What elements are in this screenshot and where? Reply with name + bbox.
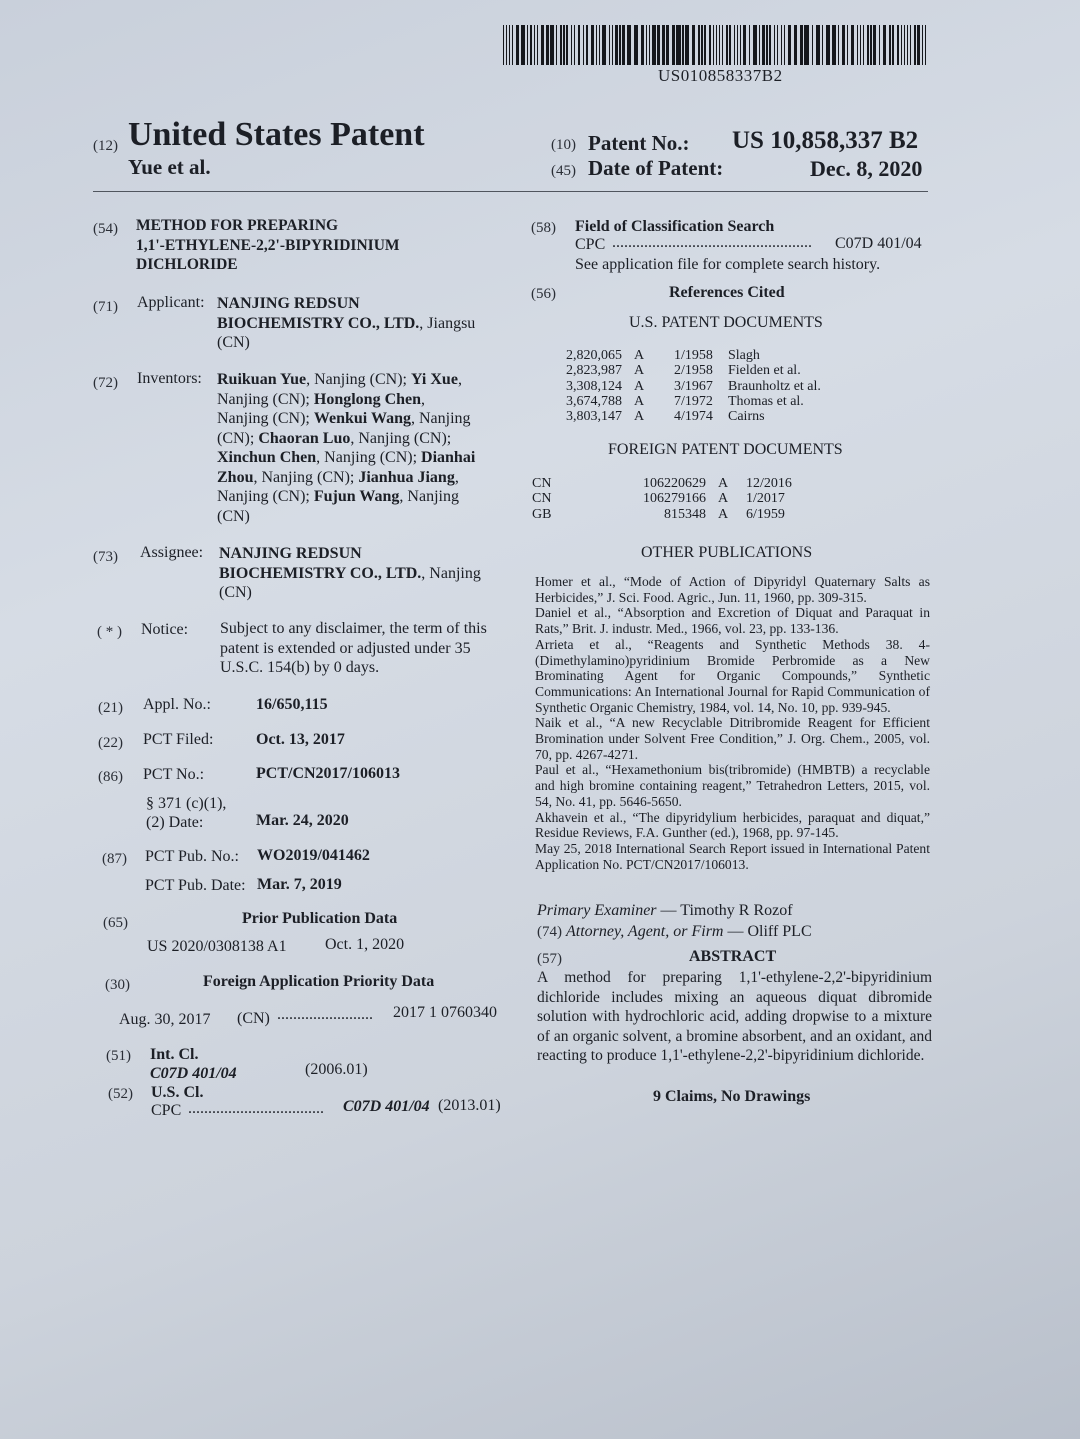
publication-item: Homer et al., “Mode of Action of Dipyridyl Quaternary Salts as Herbicides,” J. Sci. Food. Agric., Jun. 11, 1960, pp. 309-315. xyxy=(535,574,930,605)
inventor-location: , xyxy=(454,468,459,486)
inventor-location: (CN) xyxy=(217,507,250,525)
barcode-bar xyxy=(546,25,549,65)
us-cl-label: U.S. Cl. xyxy=(151,1084,204,1101)
barcode-bar xyxy=(842,25,845,65)
section-371-label: § 371 (c)(1), xyxy=(146,795,227,812)
barcode-bar xyxy=(676,25,680,65)
barcode-bar xyxy=(503,25,504,65)
barcode-bar xyxy=(726,25,727,65)
barcode-bar xyxy=(910,25,911,65)
barcode-bar xyxy=(682,25,683,65)
foreign-patent-cell: A xyxy=(717,491,729,507)
us-patent-cell: A xyxy=(634,348,645,363)
attorney-label: Attorney, Agent, or Firm xyxy=(566,923,724,940)
notice-line: patent is extended or adjusted under 35 xyxy=(220,639,471,657)
code-30: (30) xyxy=(105,977,130,993)
int-cl-label: Int. Cl. xyxy=(150,1046,199,1063)
pct-pub-date-value: Mar. 7, 2019 xyxy=(257,876,342,893)
us-patent-cell: A xyxy=(634,409,645,425)
assignee-name-line: BIOCHEMISTRY CO., LTD. xyxy=(219,564,422,582)
barcode-bar xyxy=(609,25,610,65)
pct-no-label: PCT No.: xyxy=(143,766,205,783)
barcode-bar xyxy=(612,25,613,65)
barcode-bar xyxy=(863,25,864,65)
inventor-location: , Nanjing (CN); xyxy=(253,468,359,486)
us-patent-cell: Slagh xyxy=(728,348,760,363)
barcode-bar xyxy=(530,25,533,65)
barcode-bar xyxy=(777,25,778,65)
inventor-name: Wenkui Wang xyxy=(313,410,411,427)
barcode-bar xyxy=(914,25,915,65)
assignee-name-line: NANJING REDSUN xyxy=(219,545,362,562)
us-patent-documents-heading: U.S. PATENT DOCUMENTS xyxy=(629,314,823,331)
applicant-country: (CN) xyxy=(217,334,250,351)
barcode-bar xyxy=(574,25,575,65)
dash: — xyxy=(723,923,748,940)
barcode-bar xyxy=(615,25,618,65)
publication-item: Arrieta et al., “Reagents and Synthetic Methods 38. 4-(Dimethylamino)pyridinium Bromide Perbromide as a New Brominating Agent for Organic Compounds,” Synthetic Communications: An International Journal for Rapid Communication of Synthetic Organic Chemistry, 1984, vol. 14, No. 10, pp. 939-945. xyxy=(535,636,930,715)
barcode-bar xyxy=(657,25,660,65)
code-51: (51) xyxy=(106,1048,131,1064)
barcode-bar xyxy=(800,25,803,65)
title-line: 1,1'-ETHYLENE-2,2'-BIPYRIDINIUM xyxy=(136,236,400,254)
barcode-bar xyxy=(759,25,760,65)
barcode-bar xyxy=(734,25,735,65)
code-87: (87) xyxy=(102,851,127,867)
barcode-bar xyxy=(509,25,510,65)
foreign-patent-cell: 1/2017 xyxy=(746,491,785,507)
appl-no-value: 16/650,115 xyxy=(256,696,328,713)
barcode-bar xyxy=(649,25,650,65)
barcode-bar xyxy=(901,25,902,65)
code-54: (54) xyxy=(93,221,118,237)
us-patent-row xyxy=(566,409,868,424)
notice-line: U.S.C. 154(b) by 0 days. xyxy=(220,659,380,676)
barcode-bar xyxy=(832,25,836,65)
notice-line: Subject to any disclaimer, the term of this xyxy=(220,620,487,637)
date-of-patent: Dec. 8, 2020 xyxy=(810,156,923,181)
publication-item: Daniel et al., “Absorption and Excretion of Diquat and Paraquat in Rats,” Brit. J. industr. Med., 1966, vol. 23, pp. 133-136. xyxy=(535,605,930,637)
inventor-location: , Nanjing (CN); xyxy=(306,371,411,388)
barcode-bar xyxy=(578,25,579,65)
barcode-bar xyxy=(627,25,631,65)
invention-title xyxy=(136,216,400,275)
barcode-bar xyxy=(897,25,900,65)
barcode-bar xyxy=(704,25,705,65)
us-patent-cell: 1/1958 xyxy=(674,348,713,363)
foreign-patent-documents-heading: FOREIGN PATENT DOCUMENTS xyxy=(608,441,843,458)
barcode-bar xyxy=(907,25,908,65)
barcode-bar xyxy=(762,25,765,65)
barcode-bar xyxy=(740,25,741,65)
assignee-location: , Nanjing xyxy=(421,564,481,582)
us-patent-row xyxy=(566,348,868,363)
barcode-bar xyxy=(602,25,606,65)
barcode-bar xyxy=(917,25,920,65)
us-patent-cell: 3,674,788 xyxy=(566,393,622,409)
barcode-bar xyxy=(879,25,880,65)
barcode-bar xyxy=(566,25,567,65)
inventors-list xyxy=(217,370,475,526)
barcode-bar xyxy=(646,25,647,65)
patent-no-label: Patent No.: xyxy=(588,131,690,155)
int-cl-year: (2006.01) xyxy=(305,1061,368,1078)
barcode-bar xyxy=(851,25,854,65)
us-patent-cell: Fielden et al. xyxy=(728,363,801,379)
barcode-bar xyxy=(534,25,535,65)
inventor-location: (CN); xyxy=(217,429,259,447)
barcode xyxy=(503,25,928,65)
patent-heading: United States Patent xyxy=(128,116,425,153)
us-patent-cell: 3/1967 xyxy=(674,378,713,394)
code-52: (52) xyxy=(108,1086,133,1102)
code-notice: ( * ) xyxy=(97,624,122,640)
us-patent-row xyxy=(566,363,868,378)
prior-publication-heading: Prior Publication Data xyxy=(242,910,398,927)
pct-no-value: PCT/CN2017/106013 xyxy=(256,765,400,782)
us-patent-cell: 3,803,147 xyxy=(566,409,622,425)
applicant-value xyxy=(217,294,475,353)
foreign-patent-row xyxy=(532,507,826,522)
us-patent-cell: A xyxy=(634,378,645,394)
barcode-bar xyxy=(716,25,717,65)
barcode-bar xyxy=(719,25,720,65)
code-56: (56) xyxy=(531,286,556,302)
us-cl-dots: .................................. xyxy=(188,1100,324,1117)
barcode-bar xyxy=(556,25,557,65)
foreign-priority-date: Aug. 30, 2017 xyxy=(119,1011,211,1028)
title-line: DICHLORIDE xyxy=(136,256,238,273)
barcode-bar xyxy=(769,25,770,65)
barcode-bar xyxy=(516,25,519,65)
barcode-bar xyxy=(713,25,714,65)
publication-item: May 25, 2018 International Search Report issued in International Patent Application No. PCT/CN2017/106013. xyxy=(535,840,930,872)
barcode-bar xyxy=(586,25,589,65)
inventor-name: Chaoran Luo xyxy=(258,429,351,447)
foreign-patent-cell: 6/1959 xyxy=(746,506,785,522)
appl-no-label: Appl. No.: xyxy=(143,696,211,713)
barcode-bar xyxy=(749,25,750,65)
barcode-bar xyxy=(892,25,893,65)
header-rule xyxy=(93,191,928,192)
pct-pub-no-value: WO2019/041462 xyxy=(257,847,370,864)
pct-filed-value: Oct. 13, 2017 xyxy=(256,731,345,748)
barcode-bar xyxy=(652,25,656,65)
barcode-bar xyxy=(641,25,644,65)
barcode-bar xyxy=(781,25,782,65)
foreign-patent-documents-table xyxy=(532,476,826,522)
barcode-bar xyxy=(812,25,813,65)
barcode-bar xyxy=(685,25,689,65)
inventor-location: , Nanjing xyxy=(410,410,471,427)
barcode-bar xyxy=(737,25,738,65)
foreign-priority-dots: ........................ xyxy=(277,1006,373,1023)
other-publications-list xyxy=(535,574,930,872)
barcode-bar xyxy=(692,25,695,65)
code-10: (10) xyxy=(551,137,576,153)
barcode-bar xyxy=(788,25,791,65)
classification-search-class: C07D 401/04 xyxy=(835,235,922,252)
pct-pub-no-label: PCT Pub. No.: xyxy=(145,848,239,865)
code-21: (21) xyxy=(98,700,123,716)
us-patent-cell: A xyxy=(634,393,645,409)
us-patent-cell: Thomas et al. xyxy=(728,393,804,409)
title-line: METHOD FOR PREPARING xyxy=(136,217,339,234)
barcode-bar xyxy=(826,25,830,65)
barcode-bar xyxy=(743,25,746,65)
us-patent-cell: 2/1958 xyxy=(674,363,713,379)
code-74: (74) xyxy=(537,924,562,940)
foreign-patent-cell: A xyxy=(717,506,729,522)
barcode-number: US010858337B2 xyxy=(658,66,783,85)
classification-search-dots: .................................................. xyxy=(612,234,812,251)
barcode-bar xyxy=(867,25,868,65)
code-22: (22) xyxy=(98,735,123,751)
barcode-bar xyxy=(560,25,561,65)
barcode-bar xyxy=(571,25,572,65)
barcode-bar xyxy=(563,25,564,65)
barcode-bar xyxy=(857,25,858,65)
barcode-bar xyxy=(591,25,594,65)
barcode-bar xyxy=(701,25,702,65)
code-86: (86) xyxy=(98,769,123,785)
foreign-patent-cell: CN xyxy=(532,491,552,507)
assignee-country: (CN) xyxy=(219,584,252,601)
barcode-bar xyxy=(541,25,544,65)
code-73: (73) xyxy=(93,549,118,565)
pct-pub-date-label: PCT Pub. Date: xyxy=(145,877,246,894)
inventor-name: Zhou xyxy=(217,468,254,486)
inventor-location: Nanjing (CN); xyxy=(217,390,314,408)
us-patent-cell: 2,823,987 xyxy=(566,363,622,379)
barcode-bar xyxy=(766,25,767,65)
applicant-location: , Jiangsu xyxy=(419,314,476,332)
applicant-label: Applicant: xyxy=(137,294,205,311)
barcode-bar xyxy=(537,25,538,65)
inventor-name: Jianhua Jiang xyxy=(358,468,455,486)
int-cl-class: C07D 401/04 xyxy=(150,1065,237,1082)
inventor-location: , xyxy=(457,371,462,388)
barcode-bar xyxy=(889,25,890,65)
barcode-bar xyxy=(550,25,554,65)
barcode-bar xyxy=(722,25,723,65)
attorney xyxy=(537,923,812,941)
publication-item: Paul et al., “Hexamethonium bis(tribromide) (HMBTB) a recyclable and high bromine containing reagent,” Tetrahedron Letters, 2015, vol. 54, No. 41, pp. 5646-5650. xyxy=(535,762,930,809)
claims-summary: 9 Claims, No Drawings xyxy=(653,1088,811,1105)
barcode-bar xyxy=(883,25,886,65)
barcode-bar xyxy=(583,25,584,65)
primary-examiner-name: Timothy R Rozof xyxy=(680,902,793,919)
barcode-bar xyxy=(904,25,905,65)
us-cl-year: (2013.01) xyxy=(438,1097,501,1114)
us-patent-cell: 3,308,124 xyxy=(566,378,622,394)
date-of-patent-label: Date of Patent: xyxy=(588,156,724,180)
barcode-bar xyxy=(922,25,923,65)
barcode-bar xyxy=(506,25,507,65)
inventor-name: Xinchun Chen xyxy=(217,449,317,466)
barcode-bar xyxy=(804,25,808,65)
dash: — xyxy=(656,902,681,919)
inventor-name: Ruikuan Yue xyxy=(217,371,307,388)
inventors-label: Inventors: xyxy=(137,370,202,387)
inventor-name: Dianhai xyxy=(421,449,476,466)
foreign-patent-row xyxy=(532,476,826,491)
us-cl-class: C07D 401/04 xyxy=(343,1098,430,1115)
barcode-bar xyxy=(596,25,597,65)
classification-search-note: See application file for complete search history. xyxy=(575,256,881,273)
us-patent-row xyxy=(566,379,868,394)
patent-authors: Yue et al. xyxy=(128,155,211,179)
prior-publication-number: US 2020/0308138 A1 xyxy=(147,938,287,955)
assignee-label: Assignee: xyxy=(140,544,204,561)
us-patent-cell: 2,820,065 xyxy=(566,348,622,363)
barcode-bar xyxy=(599,25,600,65)
foreign-patent-cell: 12/2016 xyxy=(746,476,792,491)
barcode-bar xyxy=(619,25,620,65)
us-patent-row xyxy=(566,394,868,409)
classification-search-heading: Field of Classification Search xyxy=(575,218,775,235)
foreign-patent-cell: GB xyxy=(532,506,552,522)
barcode-bar xyxy=(873,25,876,65)
assignee-value xyxy=(219,544,481,603)
inventor-location: Nanjing (CN); xyxy=(217,488,314,505)
barcode-bar xyxy=(666,25,669,65)
barcode-bar xyxy=(622,25,625,65)
code-57: (57) xyxy=(537,951,562,967)
prior-publication-date: Oct. 1, 2020 xyxy=(325,936,405,953)
barcode-bar xyxy=(698,25,699,65)
publication-item: Naik et al., “A new Recyclable Ditribromide Reagent for Efficient Bromination under Solvent Free Condition,” J. Org. Chem., 2005, vol. 70, pp. 4267-4271. xyxy=(535,715,930,762)
foreign-priority-country: (CN) xyxy=(237,1010,270,1027)
publication-item: Akhavein et al., “The dipyridylium herbicides, paraquat and diquat,” Residue Reviews, F.A. Gunther (ed.), 1968, pp. 97-145. xyxy=(535,809,930,841)
barcode-bar xyxy=(634,25,638,65)
foreign-patent-cell: 815348 xyxy=(664,506,706,522)
barcode-bar xyxy=(925,25,926,65)
code-12: (12) xyxy=(93,138,118,154)
barcode-bar xyxy=(729,25,730,65)
section-371-date-label: (2) Date: xyxy=(146,814,204,831)
abstract-heading: ABSTRACT xyxy=(689,948,777,965)
us-patent-cell: 7/1972 xyxy=(674,393,713,409)
applicant-name-line: BIOCHEMISTRY CO., LTD. xyxy=(217,314,420,332)
barcode-bar xyxy=(784,25,785,65)
inventor-name: Fujun Wang xyxy=(313,488,400,505)
barcode-bar xyxy=(774,25,775,65)
us-patent-cell: Braunholtz et al. xyxy=(728,378,821,394)
us-cl-cpc-label: CPC xyxy=(151,1102,182,1119)
barcode-bar xyxy=(709,25,712,65)
foreign-patent-cell: 106279166 xyxy=(643,491,706,507)
us-patent-cell: A xyxy=(634,363,645,379)
foreign-patent-cell: A xyxy=(717,476,729,491)
code-71: (71) xyxy=(93,299,118,315)
foreign-patent-cell: 106220629 xyxy=(643,476,706,491)
barcode-bar xyxy=(847,25,848,65)
primary-examiner xyxy=(537,902,793,920)
foreign-priority-number: 2017 1 0760340 xyxy=(393,1004,497,1021)
barcode-bar xyxy=(527,25,528,65)
code-65: (65) xyxy=(103,915,128,931)
section-371-date-value: Mar. 24, 2020 xyxy=(256,812,349,829)
notice-text xyxy=(220,619,487,678)
barcode-bar xyxy=(512,25,513,65)
notice-label: Notice: xyxy=(141,621,189,638)
inventor-name: Yi Xue xyxy=(410,371,458,388)
barcode-bar xyxy=(816,25,820,65)
barcode-bar xyxy=(662,25,665,65)
inventor-location: , Nanjing (CN); xyxy=(316,449,422,466)
code-58: (58) xyxy=(531,220,556,236)
barcode-bar xyxy=(753,25,757,65)
abstract-text: A method for preparing 1,1'-ethylene-2,2'-bipyridinium dichloride includes mixing an aqueous diquat dibromide solution with hydrochloric acid, adding dropwise to a mixture of an organic solvent, a bromine absorbent, and an oxidant, and reacting to produce 1,1'-ethylene-2,2'-bipyridinium dichloride. xyxy=(537,969,932,1064)
pct-filed-label: PCT Filed: xyxy=(143,731,214,748)
barcode-bar xyxy=(870,25,871,65)
classification-search-cpc: CPC xyxy=(575,236,606,253)
inventor-location: Nanjing (CN); xyxy=(217,410,314,427)
attorney-name: Oliff PLC xyxy=(747,923,812,940)
foreign-patent-row xyxy=(532,491,826,506)
us-patent-cell: Cairns xyxy=(728,409,765,425)
barcode-bar xyxy=(822,25,823,65)
us-patent-documents-table xyxy=(566,348,868,424)
code-72: (72) xyxy=(93,375,118,391)
other-publications-heading: OTHER PUBLICATIONS xyxy=(641,544,813,561)
foreign-priority-heading: Foreign Application Priority Data xyxy=(203,973,435,990)
inventor-location: , xyxy=(421,390,426,408)
inventor-location: , Nanjing xyxy=(399,488,459,505)
inventor-location: , Nanjing (CN); xyxy=(350,429,452,447)
applicant-name-line: NANJING REDSUN xyxy=(217,295,360,312)
barcode-bar xyxy=(672,25,675,65)
barcode-bar xyxy=(521,25,525,65)
barcode-bar xyxy=(838,25,839,65)
barcode-bar xyxy=(794,25,797,65)
references-cited-heading: References Cited xyxy=(669,284,785,301)
primary-examiner-label: Primary Examiner xyxy=(537,902,657,919)
code-45: (45) xyxy=(551,163,576,179)
patent-number: US 10,858,337 B2 xyxy=(732,127,919,154)
barcode-bar xyxy=(860,25,861,65)
foreign-patent-cell: CN xyxy=(532,476,552,491)
inventor-name: Honglong Chen xyxy=(313,390,422,408)
us-patent-cell: 4/1974 xyxy=(674,409,713,425)
